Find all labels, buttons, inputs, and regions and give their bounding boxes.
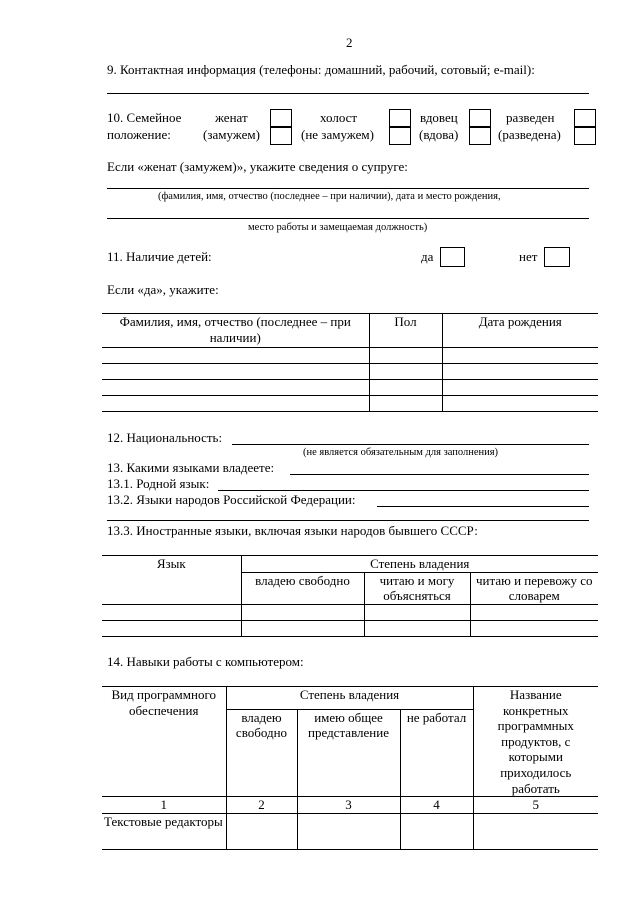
marital-option-married-bottom: (замужем) bbox=[203, 127, 260, 142]
skills-col-none: не работал bbox=[400, 709, 473, 796]
native-language-fill-line[interactable] bbox=[218, 490, 589, 491]
q13-native-label: 13.1. Родной язык: bbox=[107, 476, 210, 491]
children-col-dob: Дата рождения bbox=[442, 314, 598, 348]
table-cell[interactable] bbox=[364, 620, 470, 636]
single-female-checkbox[interactable] bbox=[389, 127, 411, 145]
table-cell[interactable] bbox=[442, 364, 598, 380]
children-col-sex: Пол bbox=[369, 314, 442, 348]
languages-fill-line[interactable] bbox=[290, 474, 589, 475]
languages-col-level: Степень владения bbox=[241, 556, 598, 573]
table-cell[interactable] bbox=[226, 813, 297, 849]
table-cell[interactable] bbox=[102, 620, 241, 636]
table-row bbox=[102, 380, 598, 396]
rf-languages-fill-line[interactable] bbox=[377, 506, 589, 507]
table-cell[interactable] bbox=[470, 604, 598, 620]
spouse-hint-1: (фамилия, имя, отчество (последнее – при наличии), дата и место рождения, bbox=[158, 191, 501, 202]
nationality-fill-line[interactable] bbox=[232, 444, 589, 445]
languages-table bbox=[102, 555, 598, 637]
spouse-fill-line-1[interactable] bbox=[107, 188, 589, 189]
q10-label-line1: 10. Семейное bbox=[107, 110, 182, 125]
spouse-fill-line-2[interactable] bbox=[107, 218, 589, 219]
marital-option-divorced-bottom: (разведена) bbox=[498, 127, 561, 142]
table-row bbox=[102, 348, 598, 364]
page-number: 2 bbox=[346, 35, 353, 50]
table-cell[interactable] bbox=[102, 396, 369, 412]
marital-option-divorced-top: разведен bbox=[506, 110, 555, 125]
languages-col-language: Язык bbox=[102, 556, 241, 605]
marital-option-single-bottom: (не замужем) bbox=[301, 127, 374, 142]
table-row bbox=[102, 604, 598, 620]
table-cell[interactable] bbox=[369, 396, 442, 412]
skills-col-general: имею общее представление bbox=[297, 709, 400, 796]
table-cell[interactable] bbox=[442, 348, 598, 364]
table-cell[interactable] bbox=[442, 396, 598, 412]
single-checkbox[interactable] bbox=[389, 109, 411, 127]
table-row bbox=[102, 620, 598, 636]
skills-col-products: Название конкретных программных продуктов, с которыми приходилось работать bbox=[473, 687, 598, 797]
children-no-label: нет bbox=[519, 249, 538, 264]
table-cell[interactable] bbox=[102, 364, 369, 380]
table-row bbox=[102, 364, 598, 380]
divorced-female-checkbox[interactable] bbox=[574, 127, 596, 145]
languages-col-read-translate: читаю и перевожу со словарем bbox=[470, 572, 598, 604]
q12-label: 12. Национальность: bbox=[107, 430, 223, 445]
table-cell[interactable] bbox=[470, 620, 598, 636]
table-cell[interactable] bbox=[297, 813, 400, 849]
spouse-prompt: Если «женат (замужем)», укажите сведения о супруге: bbox=[107, 159, 408, 174]
children-table bbox=[102, 313, 598, 412]
skills-col-number-3: 3 bbox=[297, 797, 400, 814]
married-checkbox[interactable] bbox=[270, 109, 292, 127]
q14-label: 14. Навыки работы с компьютером: bbox=[107, 654, 304, 669]
skills-col-software: Вид программного обеспечения bbox=[102, 687, 226, 797]
table-row bbox=[102, 396, 598, 412]
q10-label-line2: положение: bbox=[107, 127, 171, 142]
children-yes-label: да bbox=[421, 249, 434, 264]
skills-row-text-editors: Текстовые редакторы bbox=[102, 813, 226, 849]
languages-col-read-speak: читаю и могу объясняться bbox=[364, 572, 470, 604]
widowed-checkbox[interactable] bbox=[469, 109, 491, 127]
table-cell[interactable] bbox=[442, 380, 598, 396]
q9-label: 9. Контактная информация (телефоны: домашний, рабочий, сотовый; e-mail): bbox=[107, 62, 535, 77]
table-cell[interactable] bbox=[369, 364, 442, 380]
table-row bbox=[102, 813, 598, 849]
children-yes-checkbox[interactable] bbox=[440, 247, 465, 267]
q13-foreign-label: 13.3. Иностранные языки, включая языки народов бывшего СССР: bbox=[107, 523, 478, 538]
skills-col-number-2: 2 bbox=[226, 797, 297, 814]
q11-label: 11. Наличие детей: bbox=[107, 249, 212, 264]
q13-label: 13. Какими языками владеете: bbox=[107, 460, 275, 475]
nationality-hint: (не является обязательным для заполнения) bbox=[303, 447, 499, 458]
table-cell[interactable] bbox=[369, 380, 442, 396]
marital-option-widowed-bottom: (вдова) bbox=[419, 127, 459, 142]
q9-fill-line[interactable] bbox=[107, 93, 589, 94]
table-cell[interactable] bbox=[102, 604, 241, 620]
table-cell[interactable] bbox=[369, 348, 442, 364]
marital-option-widowed-top: вдовец bbox=[420, 110, 458, 125]
children-col-name: Фамилия, имя, отчество (последнее – при наличии) bbox=[102, 314, 369, 348]
widowed-female-checkbox[interactable] bbox=[469, 127, 491, 145]
married-female-checkbox[interactable] bbox=[270, 127, 292, 145]
spouse-hint-2: место работы и замещаемая должность) bbox=[248, 222, 428, 233]
q13-rf-label: 13.2. Языки народов Российской Федерации: bbox=[107, 492, 356, 507]
skills-col-number-1: 1 bbox=[102, 797, 226, 814]
children-no-checkbox[interactable] bbox=[544, 247, 570, 267]
table-cell[interactable] bbox=[102, 348, 369, 364]
table-cell[interactable] bbox=[241, 620, 364, 636]
children-prompt: Если «да», укажите: bbox=[107, 282, 219, 297]
computer-skills-table bbox=[102, 686, 598, 850]
table-cell[interactable] bbox=[102, 380, 369, 396]
marital-option-married-top: женат bbox=[215, 110, 248, 125]
skills-col-number-4: 4 bbox=[400, 797, 473, 814]
skills-col-level: Степень владения bbox=[226, 687, 473, 710]
skills-col-number-5: 5 bbox=[473, 797, 598, 814]
table-cell[interactable] bbox=[400, 813, 473, 849]
marital-option-single-top: холост bbox=[320, 110, 358, 125]
skills-col-fluent: владею свободно bbox=[226, 709, 297, 796]
rf-languages-fill-line-2[interactable] bbox=[107, 520, 589, 521]
languages-col-fluent: владею свободно bbox=[241, 572, 364, 604]
table-cell[interactable] bbox=[364, 604, 470, 620]
table-cell[interactable] bbox=[241, 604, 364, 620]
table-cell[interactable] bbox=[473, 813, 598, 849]
divorced-checkbox[interactable] bbox=[574, 109, 596, 127]
